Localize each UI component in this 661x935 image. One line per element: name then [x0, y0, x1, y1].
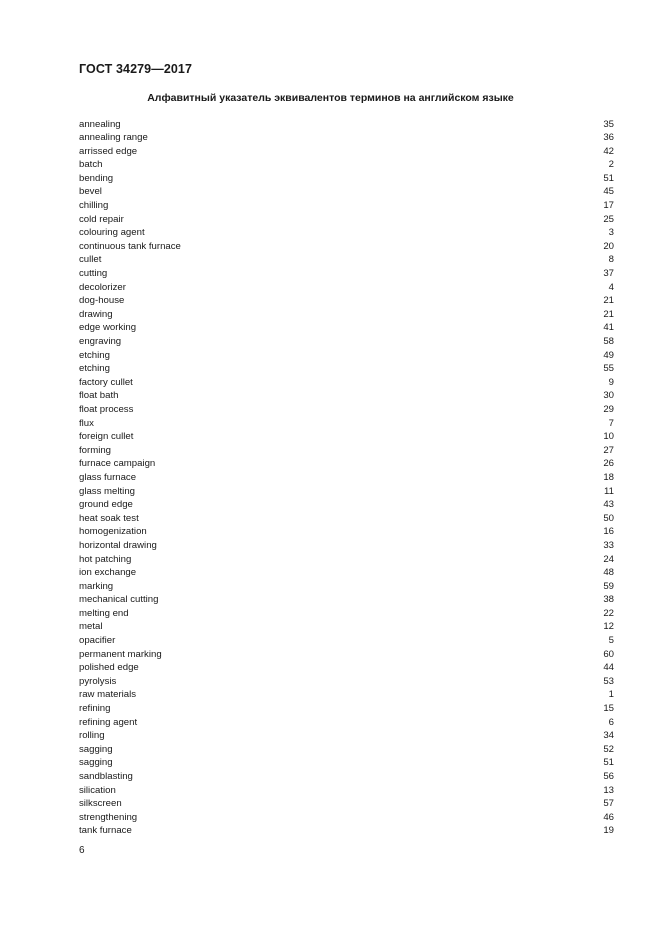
index-entry	[79, 770, 614, 784]
index-term: ion exchange	[79, 567, 137, 579]
index-entry	[79, 281, 614, 295]
index-term-number: 8	[608, 254, 614, 266]
index-term: sagging	[79, 757, 113, 769]
index-entry	[79, 349, 614, 363]
index-term-number: 22	[603, 607, 614, 619]
index-entry	[79, 253, 614, 267]
index-term-number: 10	[603, 431, 614, 443]
index-entry	[79, 335, 614, 349]
index-term: bevel	[79, 186, 102, 198]
index-term: cutting	[79, 268, 108, 280]
index-term: pyrolysis	[79, 675, 117, 687]
index-term: homogenization	[79, 526, 147, 538]
index-entry	[79, 811, 614, 825]
index-entry	[79, 471, 614, 485]
index-term-number: 15	[603, 703, 614, 715]
index-term: hot patching	[79, 553, 132, 565]
index-entry	[79, 403, 614, 417]
index-term-number: 26	[603, 458, 614, 470]
index-term: bending	[79, 172, 114, 184]
index-term: melting end	[79, 607, 129, 619]
index-entry	[79, 580, 614, 594]
index-term-number: 48	[603, 567, 614, 579]
index-term: rolling	[79, 730, 105, 742]
index-term-number: 57	[603, 798, 614, 810]
index-term: silkscreen	[79, 798, 122, 810]
index-term: factory cullet	[79, 376, 133, 388]
index-term: horizontal drawing	[79, 539, 157, 551]
index-entry	[79, 145, 614, 159]
index-entry	[79, 797, 614, 811]
index-entry	[79, 199, 614, 213]
page-number: 6	[79, 845, 85, 856]
index-term-number: 46	[603, 811, 614, 823]
index-entry	[79, 702, 614, 716]
index-entry	[79, 118, 614, 132]
index-term-number: 50	[603, 512, 614, 524]
index-entry	[79, 607, 614, 621]
index-entry	[79, 362, 614, 376]
index-entry	[79, 498, 614, 512]
index-title: Алфавитный указатель эквивалентов терминов на английском языке	[147, 92, 514, 104]
index-term: chilling	[79, 200, 109, 212]
index-term: foreign cullet	[79, 431, 134, 443]
index-term: sandblasting	[79, 771, 133, 782]
term-index-list	[79, 118, 614, 838]
index-term-number: 18	[603, 471, 614, 483]
index-term: cold repair	[79, 213, 124, 225]
index-entry	[79, 525, 614, 539]
index-entry	[79, 716, 614, 730]
index-entry	[79, 824, 614, 838]
index-term: flux	[79, 417, 94, 429]
index-term-number: 58	[603, 336, 614, 347]
index-term: annealing range	[79, 132, 148, 144]
index-term: etching	[79, 363, 110, 375]
index-term-number: 37	[603, 268, 614, 280]
index-term-number: 38	[603, 594, 614, 606]
index-term-number: 42	[603, 145, 614, 157]
index-entry	[79, 172, 614, 186]
index-entry	[79, 634, 614, 648]
index-term: float bath	[79, 390, 119, 402]
index-term: batch	[79, 159, 103, 171]
index-entry	[79, 784, 614, 798]
index-term-number: 59	[603, 580, 614, 592]
index-term: heat soak test	[79, 512, 139, 524]
index-entry	[79, 294, 614, 308]
index-entry	[79, 648, 614, 662]
index-entry	[79, 675, 614, 689]
index-term-number: 13	[603, 784, 614, 796]
index-term-number: 20	[603, 240, 614, 252]
index-term: float process	[79, 403, 134, 415]
index-term-number: 16	[603, 526, 614, 538]
index-term: glass melting	[79, 485, 135, 497]
index-term: permanent marking	[79, 648, 162, 660]
index-entry	[79, 593, 614, 607]
index-term-number: 12	[603, 621, 614, 633]
index-term-number: 43	[603, 499, 614, 511]
index-term: arrissed edge	[79, 145, 138, 157]
index-entry	[79, 389, 614, 403]
index-term: sagging	[79, 743, 113, 755]
index-term-number: 17	[603, 200, 614, 212]
index-term: colouring agent	[79, 227, 145, 239]
index-term: drawing	[79, 308, 113, 320]
index-term-number: 60	[603, 648, 614, 660]
index-term-number: 9	[608, 376, 614, 388]
index-term-number: 11	[604, 485, 614, 497]
index-term: furnace campaign	[79, 458, 156, 470]
index-entry	[79, 756, 614, 770]
index-term: annealing	[79, 118, 121, 130]
index-term: ground edge	[79, 499, 133, 511]
index-term-number: 30	[603, 390, 614, 402]
index-term: cullet	[79, 254, 102, 266]
index-term-number: 36	[603, 132, 614, 144]
index-entry	[79, 376, 614, 390]
index-entry	[79, 553, 614, 567]
index-entry	[79, 240, 614, 254]
index-term: forming	[79, 444, 111, 456]
index-entry	[79, 485, 614, 499]
index-entry	[79, 131, 614, 145]
index-term: strengthening	[79, 811, 138, 823]
index-entry	[79, 457, 614, 471]
index-entry	[79, 729, 614, 743]
index-term-number: 35	[603, 118, 614, 130]
index-term: refining	[79, 703, 111, 715]
index-term-number: 52	[603, 743, 614, 755]
index-term-number: 7	[608, 417, 614, 429]
index-term: metal	[79, 621, 103, 633]
index-entry	[79, 226, 614, 240]
index-term-number: 51	[603, 757, 614, 769]
index-term: tank furnace	[79, 825, 132, 837]
index-entry	[79, 213, 614, 227]
index-entry	[79, 688, 614, 702]
index-term-number: 3	[608, 227, 614, 239]
index-term-number: 2	[608, 159, 614, 171]
index-term-number: 56	[603, 771, 614, 782]
index-entry	[79, 444, 614, 458]
index-term-number: 21	[603, 308, 614, 320]
index-entry	[79, 430, 614, 444]
index-term-number: 51	[603, 172, 614, 184]
index-term: silication	[79, 784, 116, 796]
index-entry	[79, 661, 614, 675]
index-term: continuous tank furnace	[79, 240, 181, 252]
index-term-number: 1	[608, 689, 614, 701]
index-entry	[79, 417, 614, 431]
index-term-number: 5	[608, 635, 614, 647]
index-term-number: 41	[603, 322, 614, 334]
index-entry	[79, 185, 614, 199]
index-term: refining agent	[79, 716, 138, 728]
index-term: decolorizer	[79, 281, 126, 293]
index-term-number: 25	[603, 213, 614, 225]
index-entry	[79, 308, 614, 322]
index-term-number: 49	[603, 349, 614, 361]
index-term-number: 24	[603, 553, 614, 565]
index-term: marking	[79, 580, 114, 592]
index-term: etching	[79, 349, 110, 361]
index-term: dog-house	[79, 295, 125, 307]
index-term-number: 55	[603, 363, 614, 375]
index-entry	[79, 158, 614, 172]
index-term-number: 53	[603, 675, 614, 687]
index-term: mechanical cutting	[79, 594, 159, 606]
index-term-number: 21	[603, 295, 614, 307]
index-term: engraving	[79, 336, 122, 347]
index-entry	[79, 620, 614, 634]
index-term-number: 45	[603, 186, 614, 198]
index-entry	[79, 539, 614, 553]
index-term: glass furnace	[79, 471, 137, 483]
index-term: edge working	[79, 322, 137, 334]
index-entry	[79, 267, 614, 281]
index-term-number: 33	[603, 539, 614, 551]
index-term-number: 4	[608, 281, 614, 293]
index-entry	[79, 743, 614, 757]
document-code: ГОСТ 34279—2017	[79, 62, 193, 76]
index-entry	[79, 512, 614, 526]
index-term: opacifier	[79, 635, 116, 647]
index-term-number: 19	[603, 825, 614, 837]
index-term: raw materials	[79, 689, 137, 701]
index-term-number: 44	[603, 662, 614, 674]
index-term-number: 29	[603, 403, 614, 415]
index-term-number: 6	[608, 716, 614, 728]
index-term-number: 27	[603, 444, 614, 456]
index-term-number: 34	[603, 730, 614, 742]
index-entry	[79, 566, 614, 580]
index-term: polished edge	[79, 662, 139, 674]
index-entry	[79, 321, 614, 335]
